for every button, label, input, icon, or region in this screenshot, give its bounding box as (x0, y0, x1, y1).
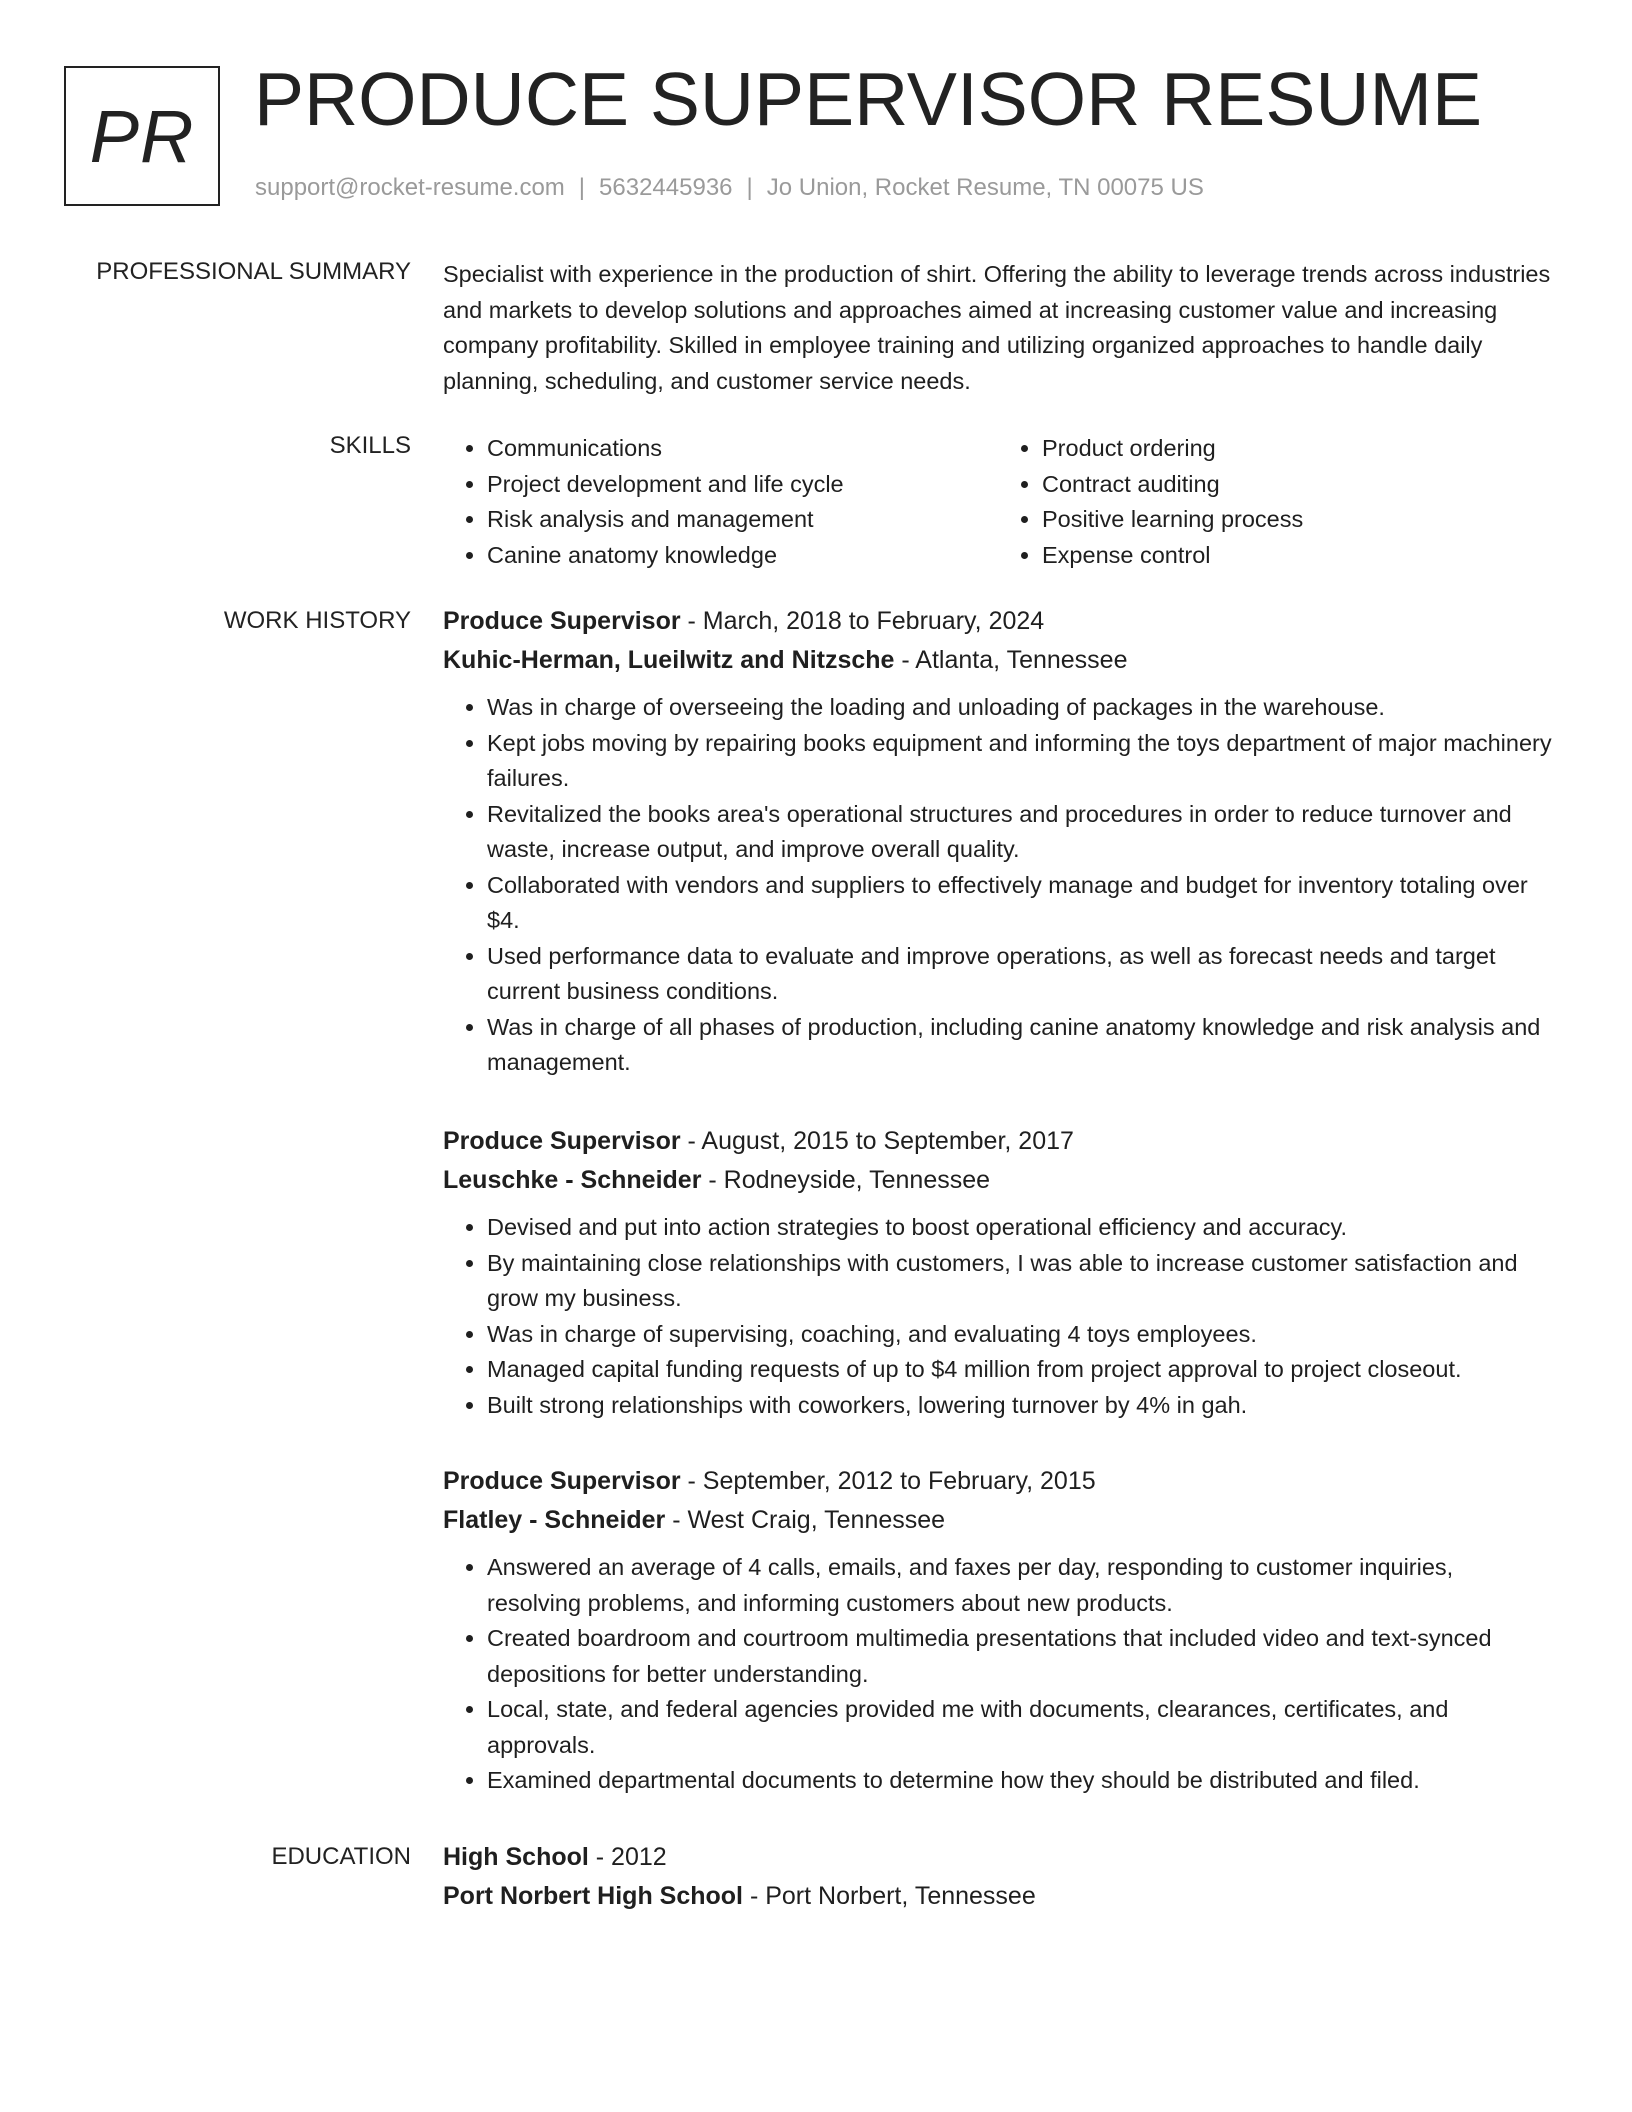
skills-list-right (998, 431, 1553, 573)
job-company: Kuhic-Herman, Lueilwitz and Nitzsche (443, 646, 895, 674)
job-bullets (443, 1550, 1553, 1799)
job-entry (443, 1462, 1553, 1799)
job-bullet: • Used performance data to evaluate and improve operations, as well as forecast needs and target current business conditions. (487, 939, 1553, 1010)
contact-separator: | (746, 174, 753, 201)
job-bullet: • Built strong relationships with coworkers, lowering turnover by 4% in gah. (487, 1388, 1553, 1424)
job-company-line (443, 1161, 1553, 1200)
job-bullet: • Devised and put into action strategies to boost operational efficiency and accuracy. (487, 1210, 1553, 1246)
job-title: Produce Supervisor (443, 1467, 681, 1495)
job-bullet: • By maintaining close relationships with customers, I was able to increase customer satisfaction and grow my business. (487, 1246, 1553, 1317)
job-company-line (443, 1501, 1553, 1540)
job-company: Leuschke - Schneider (443, 1166, 702, 1194)
job-bullets (443, 1210, 1553, 1423)
job-title-line (443, 1122, 1553, 1161)
skill-item: • Canine anatomy knowledge (487, 538, 998, 574)
education-degree-line (443, 1838, 1553, 1877)
job-bullet: • Revitalized the books area's operational structures and procedures in order to reduce turnover and waste, increase output, and improve overall quality. (487, 797, 1553, 868)
job-bullet: • Collaborated with vendors and suppliers to effectively manage and budget for inventory totaling over $4. (487, 868, 1553, 939)
job-bullet: • Managed capital funding requests of up to $4 million from project approval to project closeout. (487, 1352, 1553, 1388)
job-location: - Rodneyside, Tennessee (701, 1166, 991, 1194)
job-entry (443, 1122, 1553, 1423)
contact-email: support@rocket-resume.com (255, 174, 565, 201)
job-title-line (443, 1462, 1553, 1501)
skill-item: • Contract auditing (1042, 467, 1553, 503)
skills-section (443, 431, 1553, 573)
job-dates: - September, 2012 to February, 2015 (680, 1467, 1096, 1495)
skill-item: • Expense control (1042, 538, 1553, 574)
job-company-line (443, 641, 1553, 680)
job-company: Flatley - Schneider (443, 1506, 666, 1534)
contact-phone: 5632445936 (599, 174, 733, 201)
education-section (443, 1838, 1553, 1916)
job-bullet: • Was in charge of overseeing the loading and unloading of packages in the warehouse. (487, 690, 1553, 726)
section-label-education: EDUCATION (271, 1843, 411, 1870)
job-title: Produce Supervisor (443, 1127, 681, 1155)
skill-item: • Project development and life cycle (487, 467, 998, 503)
contact-line (255, 174, 1204, 202)
summary-text: Specialist with experience in the production of shirt. Offering the ability to leverage trends across industries and markets to develop solutions and approaches aimed at increasing customer value and increasing company profitability. Skilled in employee training and utilizing organized approaches to handle daily planning, scheduling, and customer service needs. (443, 261, 1551, 394)
monogram-text: PR (89, 95, 195, 178)
job-bullet: • Created boardroom and courtroom multimedia presentations that included video and text-synced depositions for better understanding. (487, 1621, 1553, 1692)
job-title: Produce Supervisor (443, 607, 681, 635)
education-school-line (443, 1877, 1553, 1916)
section-label-summary: PROFESSIONAL SUMMARY (96, 258, 411, 285)
education-school: Port Norbert High School (443, 1882, 743, 1910)
skills-grid (443, 431, 1553, 573)
education-location: - Port Norbert, Tennessee (743, 1882, 1036, 1910)
job-bullet: • Answered an average of 4 calls, emails, and faxes per day, responding to customer inquiries, resolving problems, and informing customers about new products. (487, 1550, 1553, 1621)
education-year: - 2012 (588, 1843, 667, 1871)
contact-address: Jo Union, Rocket Resume, TN 00075 US (766, 174, 1204, 201)
monogram-box (64, 66, 220, 206)
skill-item: • Risk analysis and management (487, 502, 998, 538)
job-dates: - August, 2015 to September, 2017 (680, 1127, 1074, 1155)
job-bullet: • Was in charge of supervising, coaching, and evaluating 4 toys employees. (487, 1317, 1553, 1353)
section-label-work-history: WORK HISTORY (223, 607, 411, 634)
education-degree: High School (443, 1843, 589, 1871)
skill-item: • Product ordering (1042, 431, 1553, 467)
job-location: - Atlanta, Tennessee (894, 646, 1128, 674)
summary-section (443, 257, 1553, 399)
section-label-skills: SKILLS (329, 432, 411, 459)
job-bullet: • Examined departmental documents to determine how they should be distributed and filed. (487, 1763, 1553, 1799)
job-bullets (443, 690, 1553, 1081)
skill-item: • Communications (487, 431, 998, 467)
job-bullet: • Was in charge of all phases of production, including canine anatomy knowledge and risk analysis and management. (487, 1010, 1553, 1081)
contact-separator: | (578, 174, 586, 201)
job-bullet: • Local, state, and federal agencies provided me with documents, clearances, certificates, and approvals. (487, 1692, 1553, 1763)
resume-title: PRODUCE SUPERVISOR RESUME (254, 57, 1483, 141)
job-title-line (443, 602, 1553, 641)
skill-item: • Positive learning process (1042, 502, 1553, 538)
job-location: - West Craig, Tennessee (665, 1506, 946, 1534)
skills-list-left (443, 431, 998, 573)
job-entry (443, 602, 1553, 1081)
job-bullet: • Kept jobs moving by repairing books equipment and informing the toys department of major machinery failures. (487, 726, 1553, 797)
job-dates: - March, 2018 to February, 2024 (680, 607, 1045, 635)
